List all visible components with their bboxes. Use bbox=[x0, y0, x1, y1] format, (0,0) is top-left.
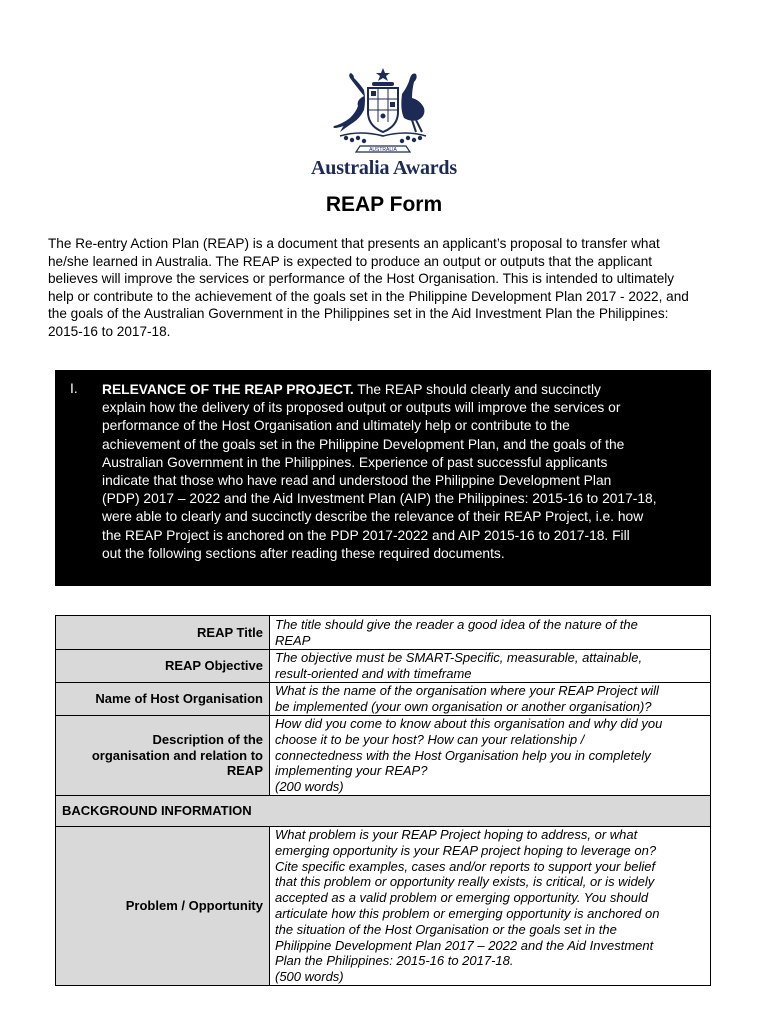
table-row-section-header bbox=[56, 795, 711, 826]
relevance-line: out the following sections after reading these required documents. bbox=[102, 545, 505, 561]
relevance-line: explain how the delivery of its proposed output or outputs will improve the services or bbox=[102, 400, 621, 416]
relevance-line: performance of the Host Organisation and ultimately help or contribute to the bbox=[102, 418, 570, 434]
value-line: emerging opportunity is your REAP project hoping to leverage on? bbox=[275, 842, 657, 858]
value-line: REAP bbox=[275, 632, 311, 648]
intro-line: the goals of the Australian Government in the Philippines set in the Aid Investment Plan the Philippines: bbox=[48, 306, 669, 322]
label-text: organisation and relation to bbox=[91, 747, 263, 763]
row-value-field[interactable] bbox=[270, 683, 711, 716]
intro-line: help or contribute to the achievement of the goals set in the Philippine Development Plan 2017 - 2022, and bbox=[48, 288, 689, 304]
label-text: Problem / Opportunity bbox=[125, 898, 263, 914]
relevance-line: Australian Government in the Philippines. Experience of past successful applicants bbox=[102, 454, 608, 470]
label-text: REAP Title bbox=[197, 624, 263, 640]
relevance-line: the REAP Project is anchored on the PDP 2017-2022 and AIP 2015-16 to 2017-18. Fill bbox=[102, 527, 630, 543]
value-line: implementing your REAP? bbox=[275, 763, 428, 779]
value-line: the situation of the Host Organisation or the goals set in the bbox=[275, 921, 617, 937]
label-text: REAP bbox=[226, 763, 263, 779]
form-title: REAP Form bbox=[325, 193, 443, 216]
value-line: How did you come to know about this organisation and why did you bbox=[275, 716, 663, 731]
reap-form-table bbox=[55, 615, 711, 986]
label-text: REAP Objective bbox=[164, 658, 263, 674]
relevance-line: (PDP) 2017 – 2022 and the Aid Investment Plan (AIP) the Philippines: 2015-16 to 2017-18, bbox=[102, 491, 657, 507]
row-value-field[interactable] bbox=[270, 650, 711, 683]
intro-line: The Re-entry Action Plan (REAP) is a document that presents an applicant’s proposal to transfer what bbox=[48, 236, 660, 251]
relevance-line: were able to clearly and succinctly describe the relevance of their REAP Project, i.e. how bbox=[102, 509, 644, 525]
relevance-line: indicate that those who have read and understood the Philippine Development Plan bbox=[102, 473, 612, 489]
value-line: (200 words) bbox=[275, 779, 344, 795]
section-number: I. bbox=[70, 381, 78, 396]
table-row-reap-title bbox=[56, 616, 711, 650]
org-name-logo-text: Australia Awards bbox=[311, 157, 457, 179]
value-line: articulate how this problem or emerging opportunity is anchored on bbox=[275, 905, 660, 921]
table-row-reap-objective bbox=[56, 650, 711, 683]
value-line: be implemented (your own organisation or another organisation)? bbox=[275, 699, 652, 714]
row-value-field[interactable] bbox=[270, 716, 711, 796]
value-line: What is the name of the organisation where your REAP Project will bbox=[275, 683, 659, 699]
value-line: (500 words) bbox=[275, 969, 344, 985]
value-line: What problem is your REAP Project hoping to address, or what bbox=[275, 826, 638, 842]
row-label bbox=[56, 683, 270, 716]
relevance-first-line bbox=[102, 381, 702, 399]
row-value-field[interactable] bbox=[270, 616, 711, 650]
row-value-field[interactable] bbox=[270, 826, 711, 985]
value-line: Plan the Philippines: 2015-16 to 2017-18. bbox=[275, 953, 514, 969]
row-label bbox=[56, 650, 270, 683]
relevance-line: achievement of the goals set in the Philippine Development Plan, and the goals of the bbox=[102, 436, 625, 452]
relevance-paragraph bbox=[102, 381, 702, 563]
row-label bbox=[56, 616, 270, 650]
value-line: The title should give the reader a good idea of the nature of the bbox=[275, 616, 638, 632]
row-label bbox=[56, 826, 270, 985]
relevance-first-line-rest: The REAP should clearly and succinctly bbox=[353, 382, 601, 397]
relevance-section-box bbox=[55, 370, 711, 586]
value-line: connectedness with the Host Organisation help you in completely bbox=[275, 747, 651, 763]
value-line: result-oriented and with timeframe bbox=[275, 666, 472, 681]
value-line: that this problem or opportunity really exists, is critical, or is widely bbox=[275, 874, 655, 890]
intro-line: he/she learned in Australia. The REAP is expected to produce an output or outputs that the applicant bbox=[48, 253, 653, 269]
intro-paragraph bbox=[48, 235, 723, 341]
coat-of-arms-logo bbox=[320, 66, 446, 158]
value-line: Philippine Development Plan 2017 – 2022 and the Aid Investment bbox=[275, 937, 654, 953]
row-label bbox=[56, 716, 270, 796]
label-text: Description of the bbox=[152, 731, 263, 747]
table-row-organisation-description bbox=[56, 716, 711, 796]
value-line: accepted as a valid problem or emerging opportunity. You should bbox=[275, 890, 649, 906]
value-line: choose it to be your host? How can your relationship / bbox=[275, 731, 585, 747]
relevance-heading: RELEVANCE OF THE REAP PROJECT. bbox=[102, 382, 354, 397]
background-information-header: BACKGROUND INFORMATION bbox=[56, 795, 711, 826]
label-text: Name of Host Organisation bbox=[95, 691, 263, 707]
intro-line: believes will improve the services or performance of the Host Organisation. This is intended to ultimately bbox=[48, 271, 675, 287]
table-row-host-organisation bbox=[56, 683, 711, 716]
value-line: Cite specific examples, cases and/or reports to support your belief bbox=[275, 858, 656, 874]
svg-text:AUSTRALIA: AUSTRALIA bbox=[369, 147, 397, 153]
intro-line: 2015-16 to 2017-18. bbox=[48, 323, 171, 339]
table-row-problem-opportunity bbox=[56, 826, 711, 985]
value-line: The objective must be SMART-Specific, measurable, attainable, bbox=[275, 650, 643, 666]
